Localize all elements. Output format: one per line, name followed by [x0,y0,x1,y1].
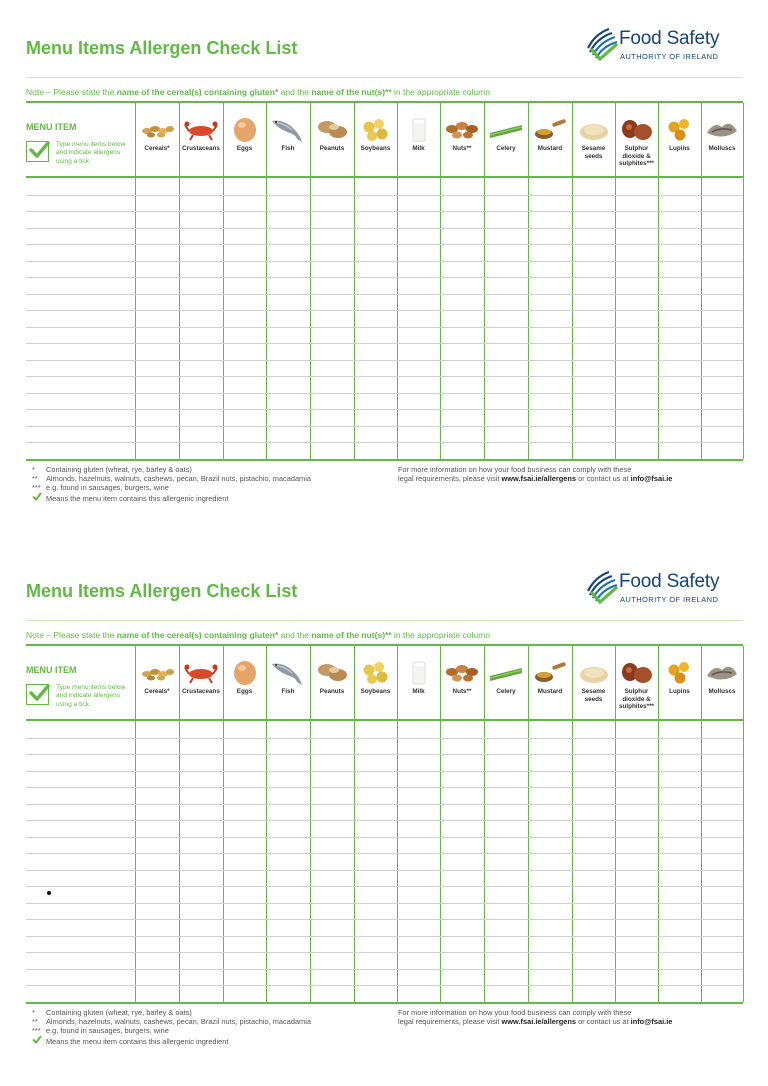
info-line: For more information on how your food business can comply with these [398,1008,632,1017]
table-row[interactable] [26,327,743,328]
sesame-icon [576,658,612,686]
column-divider [135,103,136,459]
menu-item-header: MENU ITEM [26,665,77,675]
lupins-icon [662,658,698,686]
peanuts-icon [314,658,350,686]
column-divider [223,103,224,459]
table-row[interactable] [26,343,743,344]
allergen-column-header [223,103,266,176]
grid-bottom-line [26,1002,743,1004]
info-line [398,474,698,483]
column-divider [223,646,224,1002]
allergen-column-header [354,646,397,719]
table-row[interactable] [26,376,743,377]
allergen-column-header [179,646,223,719]
page-title: Menu Items Allergen Check List [26,38,298,58]
allergen-column-header [135,103,179,176]
allergen-label: Fish [281,145,295,152]
header-band-bottom [26,176,743,178]
info-text-part: legal requirements, please visit [398,474,502,484]
soybeans-icon [358,658,394,686]
info-text [398,465,698,483]
info-text-part: or contact us at [576,474,631,484]
column-divider [528,646,529,1002]
column-divider [615,103,616,459]
table-row[interactable] [26,837,743,838]
footnote-mark: * [32,1008,35,1017]
footnote [32,1017,311,1026]
column-divider [310,646,311,1002]
table-row[interactable] [26,277,743,278]
column-divider [484,103,485,459]
allergen-label: Celery [496,145,516,152]
column-divider [354,646,355,1002]
info-text-part: or contact us at [576,1017,631,1027]
footnote-mark: *** [32,483,41,492]
footnote-text: Containing gluten (wheat, rye, barley & oats) [46,1008,192,1017]
allergen-label: Fish [281,688,295,695]
allergen-label: Lupins [669,145,690,152]
allergen-label: Nuts** [452,688,472,695]
column-divider [743,103,744,459]
note-text: and the [278,630,312,640]
nuts-icon [444,658,480,686]
allergen-label: Eggs [236,688,253,695]
allergen-column-header [484,103,528,176]
table-row[interactable] [26,442,743,443]
fish-icon [270,115,306,143]
info-line [398,1017,698,1026]
page-title: Menu Items Allergen Check List [26,581,298,601]
footnote-text: e.g. found in sausages, burgers, wine [46,1026,169,1035]
footnote [32,492,228,503]
footnote-text: Containing gluten (wheat, rye, barley & oats) [46,465,192,474]
note-text: in the appropriate column [391,630,490,640]
menu-item-instruction: Type menu items below and indicate allergens using a tick [56,684,126,708]
allergen-column-header [658,103,701,176]
allergen-label: Sesame seeds [581,145,606,160]
menu-item-instruction: Type menu items below and indicate allergens using a tick [56,141,126,165]
allergen-column-header [266,646,310,719]
allergen-column-header [528,646,572,719]
allergen-label: Eggs [236,145,253,152]
allergen-label: Lupins [669,688,690,695]
allergen-column-header [572,646,615,719]
sulphur-icon [619,658,655,686]
table-row[interactable] [26,754,743,755]
allergen-column-header [266,103,310,176]
column-divider [179,103,180,459]
column-divider [658,646,659,1002]
note-text: and the [278,87,312,97]
header-band-bottom [26,719,743,721]
allergen-label: Soybeans [360,688,391,695]
info-line: For more information on how your food business can comply with these [398,465,632,474]
fsai-email-link[interactable]: info@fsai.ie [630,474,673,484]
celery-icon [488,658,524,686]
tick-icon [26,684,49,705]
allergen-column-header [615,646,658,719]
table-row[interactable] [26,985,743,986]
footnote-mark: ** [32,1017,38,1026]
column-divider [440,646,441,1002]
allergen-column-header [223,646,266,719]
footnote [32,1008,192,1017]
tick-icon [32,492,46,503]
fsai-allergens-link[interactable]: www.fsai.ie/allergens [501,474,577,484]
fsai-logo-icon [585,26,619,62]
column-divider [572,646,573,1002]
allergen-column-header [397,103,440,176]
allergen-label: Cereals* [144,688,170,695]
table-row[interactable] [26,919,743,920]
logo-text: Food Safety [619,571,720,592]
note-bold-cereals: name of the cereal(s) containing gluten* [116,630,279,640]
table-row[interactable] [26,738,743,739]
column-divider [397,103,398,459]
allergen-column-header [528,103,572,176]
cereals-icon [139,658,175,686]
crustaceans-icon [183,115,219,143]
eggs-icon [227,658,263,686]
allergen-column-header [701,103,743,176]
column-divider [484,646,485,1002]
table-row[interactable] [26,426,743,427]
column-divider [572,103,573,459]
allergen-label: Nuts** [452,145,472,152]
footnote [32,1026,169,1035]
footnote [32,1035,228,1046]
allergen-column-header [310,646,354,719]
allergen-column-header [179,103,223,176]
grid-bottom-line [26,459,743,461]
note-text: Note – Please state the [26,87,117,97]
fsai-logo-icon [585,569,619,605]
mustard-icon [532,658,568,686]
cursor-dot [47,891,51,895]
footnote [32,474,311,483]
table-row[interactable] [26,310,743,311]
instruction-note [26,630,490,640]
allergen-label: Crustaceans [182,145,220,152]
allergen-label: Sesame seeds [581,688,606,703]
table-row[interactable] [26,952,743,953]
allergen-label: Sulphur dioxide & sulphites*** [619,688,654,711]
table-row[interactable] [26,903,743,904]
allergen-column-header [310,103,354,176]
cereals-icon [139,115,175,143]
allergen-label: Milk [412,145,425,152]
logo-subtext: AUTHORITY OF IRELAND [620,52,719,61]
logo-text: Food Safety [619,28,720,49]
allergen-column-header [354,103,397,176]
table-row[interactable] [26,360,743,361]
crustaceans-icon [183,658,219,686]
table-row[interactable] [26,211,743,212]
column-divider [266,646,267,1002]
table-row[interactable] [26,771,743,772]
table-row[interactable] [26,244,743,245]
footnote-mark: *** [32,1026,41,1035]
instruction-note [26,87,490,97]
allergen-label: Peanuts [319,688,345,695]
divider [26,620,743,621]
lupins-icon [662,115,698,143]
footnote-text: Means the menu item contains this allergenic ingredient [46,1037,229,1046]
table-row[interactable] [26,853,743,854]
footnote-mark: ** [32,474,38,483]
footnote-text: Means the menu item contains this allergenic ingredient [46,494,229,503]
note-bold-cereals: name of the cereal(s) containing gluten* [116,87,279,97]
sulphur-icon [619,115,655,143]
footnote-text: e.g. found in sausages, burgers, wine [46,483,169,492]
column-divider [658,103,659,459]
column-divider [701,646,702,1002]
allergen-column-header [484,646,528,719]
allergen-label: Peanuts [319,145,345,152]
molluscs-icon [704,658,740,686]
tick-icon [26,141,49,162]
column-divider [701,103,702,459]
column-divider [440,103,441,459]
molluscs-icon [704,115,740,143]
celery-icon [488,115,524,143]
note-text: Note – Please state the [26,630,117,640]
footnote [32,465,192,474]
note-text: in the appropriate column [391,87,490,97]
allergen-column-header [572,103,615,176]
allergen-label: Soybeans [360,145,391,152]
table-row[interactable] [26,936,743,937]
allergen-column-header [440,103,484,176]
column-divider [354,103,355,459]
allergen-label: Crustaceans [182,688,220,695]
soybeans-icon [358,115,394,143]
note-bold-nuts: name of the nut(s)** [311,630,392,640]
allergen-label: Molluscs [708,145,736,152]
footnote-text: Almonds, hazelnuts, walnuts, cashews, pecan, Brazil nuts, pistachio, macadamia [46,1017,311,1026]
allergen-column-header [658,646,701,719]
table-row[interactable] [26,261,743,262]
menu-item-header: MENU ITEM [26,122,77,132]
table-row[interactable] [26,195,743,196]
column-divider [266,103,267,459]
tick-icon [32,1035,46,1046]
table-row[interactable] [26,228,743,229]
info-text-part: legal requirements, please visit [398,1017,502,1027]
milk-icon [401,115,437,143]
fsai-logo [585,26,745,66]
table-row[interactable] [26,409,743,410]
allergen-label: Mustard [537,688,563,695]
fsai-allergens-link[interactable]: www.fsai.ie/allergens [501,1017,577,1027]
milk-icon [401,658,437,686]
table-row[interactable] [26,804,743,805]
column-divider [615,646,616,1002]
column-divider [179,646,180,1002]
allergen-column-header [397,646,440,719]
table-row[interactable] [26,820,743,821]
allergen-column-header [701,646,743,719]
nuts-icon [444,115,480,143]
fsai-logo [585,569,745,609]
fish-icon [270,658,306,686]
eggs-icon [227,115,263,143]
divider [26,77,743,78]
footnote-text: Almonds, hazelnuts, walnuts, cashews, pecan, Brazil nuts, pistachio, macadamia [46,474,311,483]
logo-subtext: AUTHORITY OF IRELAND [620,595,719,604]
note-bold-nuts: name of the nut(s)** [311,87,392,97]
column-divider [528,103,529,459]
allergen-label: Molluscs [708,688,736,695]
allergen-label: Sulphur dioxide & sulphites*** [619,145,654,168]
allergen-column-header [440,646,484,719]
allergen-column-header [615,103,658,176]
table-row[interactable] [26,393,743,394]
footnote [32,483,169,492]
column-divider [135,646,136,1002]
table-row[interactable] [26,787,743,788]
footnote-mark: * [32,465,35,474]
allergen-checklist-sheet [0,543,768,1086]
table-row[interactable] [26,886,743,887]
allergen-column-header [135,646,179,719]
peanuts-icon [314,115,350,143]
mustard-icon [532,115,568,143]
column-divider [397,646,398,1002]
allergen-label: Mustard [537,145,563,152]
table-row[interactable] [26,870,743,871]
allergen-label: Milk [412,688,425,695]
table-row[interactable] [26,294,743,295]
table-row[interactable] [26,969,743,970]
fsai-email-link[interactable]: info@fsai.ie [630,1017,673,1027]
column-divider [743,646,744,1002]
allergen-label: Celery [496,688,516,695]
allergen-label: Cereals* [144,145,170,152]
column-divider [310,103,311,459]
sesame-icon [576,115,612,143]
